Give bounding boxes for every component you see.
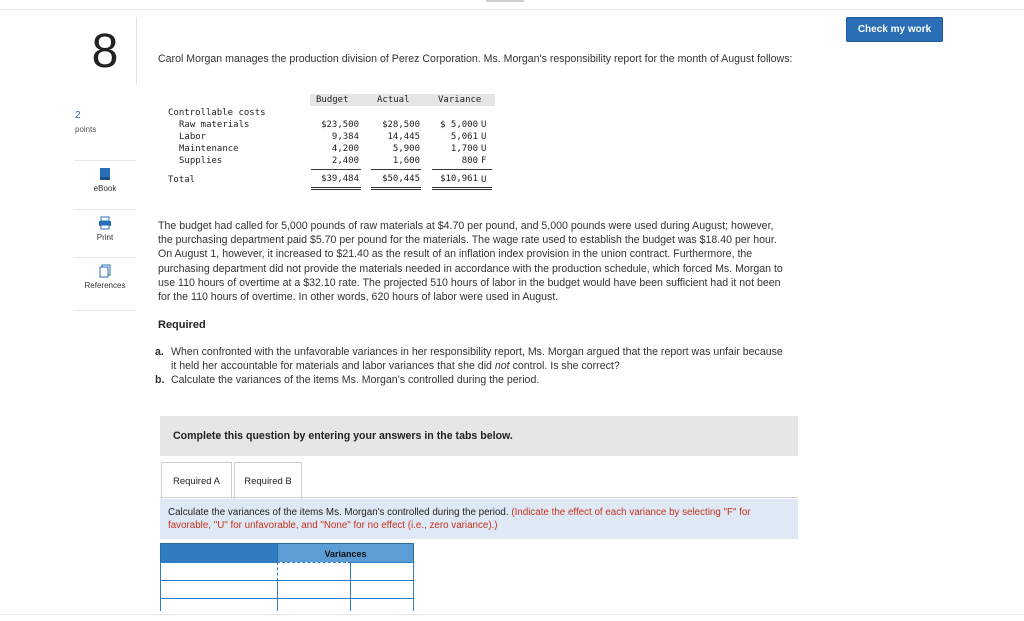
- points-label: points: [75, 125, 97, 134]
- paragraph-line: for the 110 hours of overtime. In other words, 620 hours of labor were used in August.: [158, 291, 559, 304]
- paragraph-line: the purchasing department paid $5.70 per pound for the materials. The wage rate used to establish the budget was $18.40 per hour.: [158, 234, 777, 247]
- row-label: Labor: [179, 132, 207, 142]
- variance-amount-input[interactable]: [277, 580, 351, 599]
- instructions-panel: [160, 499, 798, 539]
- tab-divider: [160, 497, 798, 498]
- subtotal-rule: [311, 169, 361, 170]
- subtotal-rule: [432, 169, 492, 170]
- section-label: Controllable costs: [168, 108, 266, 118]
- total-budget: $39,484: [321, 174, 359, 184]
- paragraph-line: use 110 hours of overtime at a $32.10 rate. The projected 510 hours of labor in the budget would have been sufficient had it not been: [158, 276, 781, 289]
- row-budget: 4,200: [331, 144, 359, 154]
- total-double-rule: [371, 187, 421, 188]
- row-label: Maintenance: [179, 144, 239, 154]
- total-double-rule: [311, 189, 361, 190]
- row-code: U: [481, 144, 487, 154]
- variance-effect-select[interactable]: [350, 562, 414, 581]
- total-actual: $50,445: [382, 174, 420, 184]
- row-actual: 5,900: [392, 144, 420, 154]
- top-handle: [486, 0, 524, 2]
- references-icon: [99, 264, 111, 278]
- scenario-paragraph: [158, 219, 864, 304]
- row-code: U: [481, 132, 487, 142]
- col-header-actual: Actual: [377, 95, 410, 105]
- item-b-text: Calculate the variances of the items Ms. Morgan's controlled during the period.: [171, 374, 540, 386]
- item-a-line2-post: control. Is she correct?: [509, 360, 620, 372]
- banner-text: Complete this question by entering your answers in the tabs below.: [173, 430, 513, 442]
- row-code: U: [481, 120, 487, 130]
- row-variance: 800: [461, 156, 478, 166]
- question-number: 8: [91, 24, 119, 78]
- row-label: Supplies: [179, 156, 223, 166]
- sidebar-item-references[interactable]: [74, 257, 136, 311]
- row-actual: 1,600: [392, 156, 420, 166]
- tab-required-b[interactable]: Required B: [234, 462, 302, 499]
- variance-amount-input[interactable]: [277, 562, 351, 581]
- total-double-rule: [311, 187, 361, 188]
- check-my-work-button[interactable]: Check my work: [846, 17, 943, 42]
- row-code: F: [481, 156, 487, 166]
- row-budget: 9,384: [331, 132, 359, 142]
- paragraph-line: purchasing department did not provide the materials needed in accordance with the production schedule, which forced Ms. Morgan to: [158, 262, 783, 275]
- row-actual: $28,500: [382, 120, 420, 130]
- paragraph-line: On August 1, however, it increased to $21.40 as the result of an inflation index provision in the union contract. Furthermore, the: [158, 248, 753, 261]
- question-prompt: Carol Morgan manages the production division of Perez Corporation. Ms. Morgan's responsibility report for the month of August follows:: [158, 53, 793, 65]
- required-heading: Required: [158, 319, 206, 331]
- sidebar-item-label: References: [84, 281, 126, 290]
- bottom-divider: [0, 614, 1024, 615]
- question-number-box: [74, 17, 137, 85]
- item-select[interactable]: [160, 580, 278, 599]
- subtotal-rule: [371, 169, 421, 170]
- instructions-note: (Indicate the effect of each variance by selecting "F" for favorable, "U" for unfavorable, and "None" for no effect (i.e., zero variance).): [168, 507, 751, 531]
- item-a-line2-pre: it held her accountable for materials and labor variances that she did: [171, 360, 495, 372]
- item-letter: a.: [155, 346, 164, 358]
- required-item-b: [155, 373, 865, 387]
- item-a-emphasis: not: [494, 360, 510, 372]
- variance-amount-input[interactable]: [277, 598, 351, 611]
- print-icon: [98, 216, 112, 230]
- total-double-rule: [432, 189, 492, 190]
- top-divider: [0, 9, 1024, 10]
- total-double-rule: [371, 189, 421, 190]
- item-letter: b.: [155, 374, 165, 386]
- total-double-rule: [432, 187, 492, 188]
- row-variance: 1,700: [450, 144, 478, 154]
- variance-effect-select[interactable]: [350, 580, 414, 599]
- complete-question-banner: [160, 416, 798, 456]
- row-actual: 14,445: [387, 132, 420, 142]
- total-label: Total: [168, 175, 196, 185]
- variance-effect-select[interactable]: [350, 598, 414, 611]
- sidebar-item-label: Print: [96, 233, 114, 242]
- total-variance: $10,961: [440, 174, 478, 184]
- grid-header-variances: Variances: [277, 543, 414, 564]
- paragraph-line: The budget had called for 5,000 pounds of raw materials at $4.70 per pound, and 5,000 pounds were used during August; however,: [158, 220, 774, 232]
- col-header-variance: Variance: [438, 95, 482, 105]
- row-variance: $ 5,000: [440, 120, 478, 130]
- item-select[interactable]: [160, 562, 278, 581]
- sidebar-item-print[interactable]: [74, 209, 136, 258]
- total-code: U: [481, 175, 487, 185]
- sidebar-item-ebook[interactable]: [74, 160, 136, 209]
- item-a-line1: When confronted with the unfavorable variances in her responsibility report, Ms. Morgan argued that the report was unfair because: [171, 346, 783, 358]
- row-budget: $23,500: [321, 120, 359, 130]
- instructions-main: Calculate the variances of the items Ms. Morgan's controlled during the period.: [168, 507, 512, 518]
- row-label: Raw materials: [179, 120, 250, 130]
- book-icon: [99, 167, 111, 181]
- row-variance: 5,061: [450, 132, 478, 142]
- row-budget: 2,400: [331, 156, 359, 166]
- col-header-budget: Budget: [316, 95, 349, 105]
- item-select[interactable]: [160, 598, 278, 611]
- sidebar-item-label: eBook: [93, 184, 117, 193]
- tab-required-a[interactable]: Required A: [161, 462, 232, 499]
- grid-header-blank: [160, 543, 278, 564]
- required-item-a: [155, 345, 865, 373]
- points-value: 2: [75, 110, 81, 121]
